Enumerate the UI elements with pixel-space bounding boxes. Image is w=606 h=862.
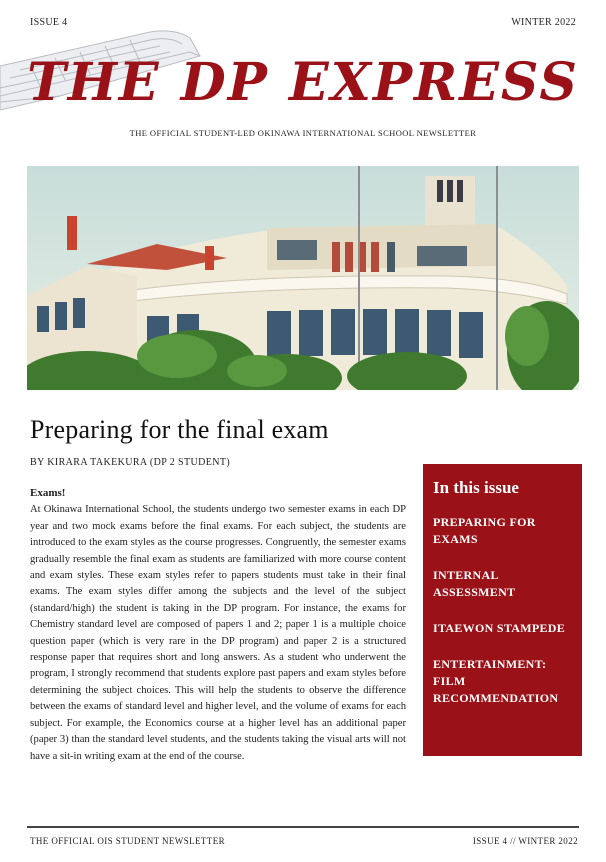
in-this-issue-title: In this issue (433, 478, 519, 497)
toc-item-internal-assessment[interactable]: INTERNAL ASSESSMENT (433, 568, 516, 599)
footer-newsletter-label: THE OFFICIAL OIS STUDENT NEWSLETTER (30, 836, 225, 846)
masthead-tagline: THE OFFICIAL STUDENT-LED OKINAWA INTERNATIONAL SCHOOL NEWSLETTER (129, 128, 477, 138)
toc-item-preparing-for-exams[interactable]: PREPARING FOR EXAMS (433, 515, 536, 546)
toc-item-itaewon-stampede[interactable]: ITAEWON STAMPEDE (433, 621, 566, 635)
article-byline: BY KIRARA TAKEKURA (DP 2 STUDENT) (30, 457, 231, 468)
article-paragraph: At Okinawa International School, the students undergo two semester exams in each DP year and two mock exams before the final exams. For each subject, the students are introduced to the exam styles as the course progresses. Congruently, the semester exams gradually resemble the final exam as students are familiarized with more course content and exam styles. These exam styles refer to papers students must take in their final exams. The exam styles differ among the subjects and the level of the subject (standard/high) the student is taking in the DP program. For instance, the exams for Chemistry standard level are composed of papers 1 and 2; paper 1 is a multiple choice question paper (which is very rare in the DP program) and paper 2 is a structured response paper that requires short and long answers. As a student who underwent the program, I strongly recommend that students explore past papers and exam styles before determining the subject choices. This will help the students to observe the difference between the exams of standard level and higher level, and the volume of exams for each subject. For example, the Economics course at a higher level has an additional paper (paper 3) than the standard level students, and the students taking the visual arts will not have a sit-in writing exam at the end of the course. (30, 504, 406, 762)
footer-issue-label: ISSUE 4 // WINTER 2022 (472, 836, 578, 846)
school-building-photo (27, 166, 579, 390)
article-body (30, 485, 406, 765)
season-label: WINTER 2022 (511, 17, 576, 28)
issue-label: ISSUE 4 (30, 17, 68, 28)
article-title: Preparing for the final exam (30, 415, 329, 444)
footer-divider (27, 826, 579, 828)
toc-item-entertainment[interactable]: ENTERTAINMENT: FILM RECOMMENDATION (433, 657, 559, 705)
section-heading: Exams! (30, 487, 66, 499)
in-this-issue-box (423, 464, 582, 756)
masthead-title: THE DP EXPRESS (27, 52, 579, 113)
